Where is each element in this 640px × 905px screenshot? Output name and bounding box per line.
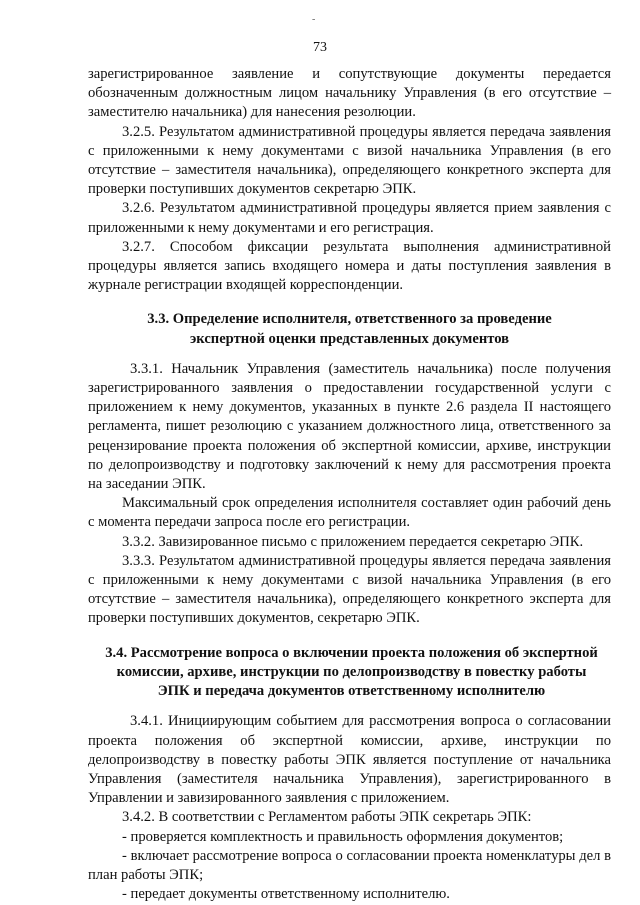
paragraph-3-3-2: 3.3.2. Завизированное письмо с приложением передается секретарю ЭПК. [122, 533, 584, 550]
section-heading-3-4: 3.4. Рассмотрение вопроса о включении проекта положения об экспертной комиссии, архиве, инструкции по делопроизводству в повестку работы ЭПК и передача документов ответственному исполнителю [105, 644, 598, 700]
paragraph-3-3-1: 3.3.1. Начальник Управления (заместитель начальника) после получения зарегистрированного заявления о предоставлении государственной услуги с приложением к нему документов, указанных в пункте 2.6 раздела II настоящего регламента, пишет резолюцию с указанием должностного лица, ответственного за рецензирование проекта положения об экспертной комиссии, архиве, инструкции по делопроизводству и подготовку заключений к нему для рассмотрения проекта на заседании ЭПК. [88, 360, 611, 493]
page-body [88, 65, 611, 904]
paragraph-3-2-6: 3.2.6. Результатом административной процедуры является прием заявления с приложенными к нему документами и его регистрация. [88, 200, 611, 236]
list-item: - проверяется комплектность и правильность оформления документов; [122, 828, 564, 845]
scan-mark: - [312, 14, 316, 25]
paragraph-3-4-1: 3.4.1. Инициирующим событием для рассмотрения вопроса о согласовании проекта положения об экспертной комиссии, архиве, инструкции по делопроизводству в повестку работы ЭПК является поступление от начальника Управления (заместителя начальника Управления), зарегистрированного в Управлении и завизированного заявления с приложением. [88, 713, 611, 807]
list-item: - передает документы ответственному исполнителю. [122, 886, 450, 903]
paragraph-3-4-2: 3.4.2. В соответствии с Регламентом работы ЭПК секретарь ЭПК: [122, 809, 532, 826]
paragraph-continuation: зарегистрированное заявление и сопутствующие документы передается обозначенным должностным лицом начальнику Управления (в его отсутствие – заместителю начальника) для нанесения резолюции. [88, 66, 611, 121]
paragraph-deadline: Максимальный срок определения исполнителя составляет один рабочий день с момента передачи запроса после его регистрации. [88, 495, 611, 531]
paragraph-3-2-5: 3.2.5. Результатом административной процедуры является передача заявления с приложенными к нему документами с визой начальника Управления (в его отсутствие – заместителя начальника), определяющего конкретного эксперта для проверки поступивших документов секретарю ЭПК. [88, 123, 611, 198]
section-heading-3-3: 3.3. Определение исполнителя, ответственного за проведение экспертной оценки представленных документов [147, 311, 552, 347]
paragraph-3-3-3: 3.3.3. Результатом административной процедуры является передача заявления с приложенными к нему документами с визой начальника Управления (в его отсутствие – заместителя начальника), определяющего конкретного эксперта для проверки поступивших документов, секретарю ЭПК. [88, 552, 611, 627]
page-number: 73 [313, 40, 327, 55]
list-item: - включает рассмотрение вопроса о согласовании проекта номенклатуры дел в план работы ЭПК; [88, 847, 611, 883]
paragraph-3-2-7: 3.2.7. Способом фиксации результата выполнения административной процедуры является запись входящего номера и даты поступления заявления в журнале регистрации входящей корреспонденции. [88, 238, 611, 294]
